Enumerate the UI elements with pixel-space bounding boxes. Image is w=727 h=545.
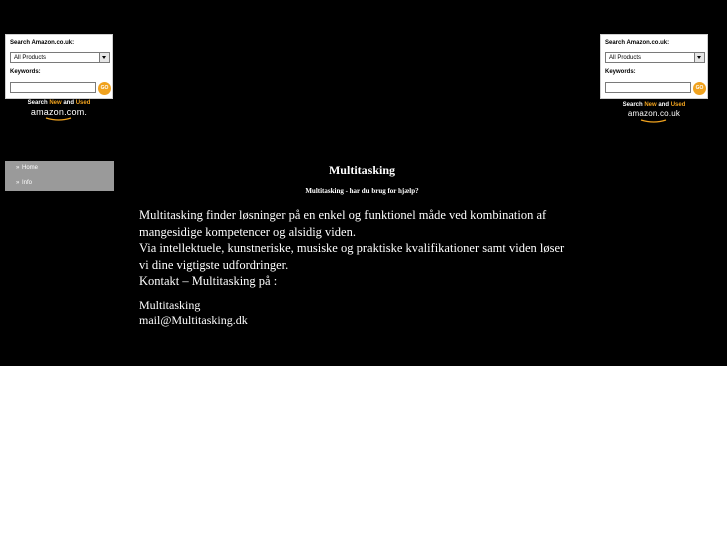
- chevron-down-icon[interactable]: [99, 53, 109, 62]
- chevron-down-icon[interactable]: [694, 53, 704, 62]
- nav-item-home[interactable]: [16, 165, 39, 171]
- amazon-go-button[interactable]: GO: [693, 82, 706, 95]
- amazon-promo-right[interactable]: [600, 102, 708, 123]
- sidebar-nav: [5, 161, 114, 191]
- amazon-keywords-input[interactable]: [605, 82, 691, 93]
- amazon-search-label: Search Amazon.co.uk:: [10, 40, 75, 46]
- page-title: Multitasking: [328, 163, 395, 177]
- amazon-search-widget-right: [600, 34, 708, 99]
- amazon-promo-text: Search New and Used: [622, 102, 686, 108]
- intro-line: Multitasking finder løsninger på en enkel og funktionel måde ved kombination af: [139, 208, 547, 222]
- intro-line: Kontakt – Multitasking på :: [139, 274, 278, 288]
- amazon-keywords-label: Keywords:: [10, 69, 41, 75]
- amazon-keywords-label: Keywords:: [605, 69, 636, 75]
- amazon-logo: amazon.co.uk: [627, 109, 681, 118]
- amazon-category-select[interactable]: [10, 52, 110, 63]
- bullet-icon: »: [16, 180, 20, 186]
- amazon-go-button[interactable]: GO: [98, 82, 111, 95]
- nav-item-info[interactable]: [16, 180, 33, 186]
- amazon-smile-icon: [639, 119, 669, 123]
- amazon-keywords-input[interactable]: [10, 82, 96, 93]
- nav-item-label: Info: [22, 180, 33, 186]
- amazon-category-select[interactable]: [605, 52, 705, 63]
- amazon-promo-left[interactable]: [5, 100, 113, 121]
- contact-email-link[interactable]: mail@Multitasking.dk: [139, 313, 248, 327]
- amazon-smile-icon: [44, 117, 74, 121]
- amazon-category-value: All Products: [14, 55, 47, 61]
- amazon-logo: amazon.com.: [30, 107, 88, 117]
- contact-block: [139, 298, 248, 328]
- bullet-icon: »: [16, 165, 20, 171]
- intro-line: mangesidige kompetencer og alsidig viden.: [139, 224, 356, 239]
- intro-line: Via intellektuele, kunstneriske, musiske og praktiske kvalifikationer samt viden løser: [139, 241, 565, 255]
- contact-name: Multitasking: [139, 298, 201, 312]
- nav-item-label: Home: [22, 165, 39, 171]
- amazon-search-label: Search Amazon.co.uk:: [605, 40, 670, 46]
- intro-text: [139, 207, 589, 290]
- amazon-category-value: All Products: [609, 55, 642, 61]
- page-subtitle: Multitasking - har du brug for hjælp?: [305, 187, 419, 195]
- amazon-search-widget-left: [5, 34, 113, 99]
- intro-line: vi dine vigtigste udfordringer.: [139, 257, 289, 272]
- amazon-promo-text: Search New and Used: [27, 100, 91, 106]
